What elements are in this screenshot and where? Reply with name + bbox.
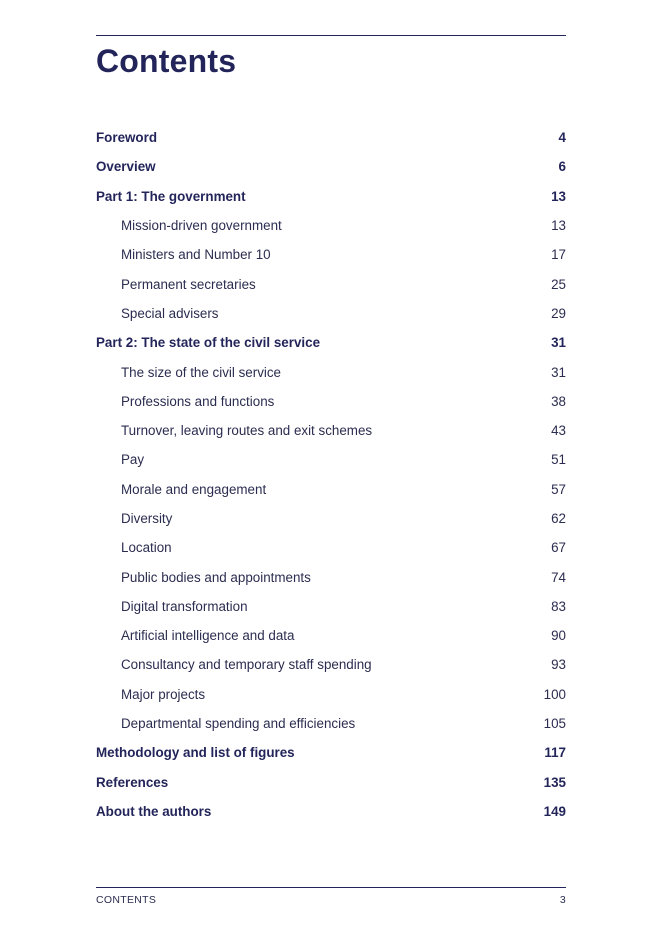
toc-entry-title: Part 1: The government — [96, 188, 246, 204]
toc-entry-page-number: 6 — [558, 159, 566, 175]
toc-entry-page-number: 57 — [551, 481, 566, 497]
toc-entry[interactable] — [96, 269, 566, 298]
toc-entry[interactable] — [96, 650, 566, 679]
toc-entry-title: Departmental spending and efficiencies — [121, 716, 356, 732]
toc-entry[interactable] — [96, 357, 566, 386]
toc-entry-page-number: 43 — [551, 423, 566, 439]
toc-entry-page-number: 17 — [551, 247, 566, 263]
toc-entry-page-number: 135 — [543, 774, 566, 790]
toc-entry[interactable] — [96, 445, 566, 474]
toc-entry[interactable] — [96, 299, 566, 328]
toc-entry-title: Public bodies and appointments — [121, 569, 311, 585]
toc-entry[interactable] — [96, 152, 566, 181]
toc-entry-title: Turnover, leaving routes and exit schemes — [121, 423, 373, 439]
toc-entry[interactable] — [96, 387, 566, 416]
footer-rule — [96, 887, 566, 888]
toc-entry[interactable] — [96, 211, 566, 240]
toc-entry-page-number: 51 — [551, 452, 566, 468]
toc-entry[interactable] — [96, 709, 566, 738]
toc-entry[interactable] — [96, 797, 566, 826]
toc-entry-title: Consultancy and temporary staff spending — [121, 657, 372, 673]
toc-entry-title: Mission-driven government — [121, 218, 282, 234]
toc-entry-title: The size of the civil service — [121, 364, 282, 380]
toc-entry-page-number: 90 — [551, 628, 566, 644]
toc-entry-page-number: 83 — [551, 598, 566, 614]
toc-entry-title: Pay — [121, 452, 145, 468]
toc-entry-page-number: 29 — [551, 305, 566, 321]
toc-entry[interactable] — [96, 592, 566, 621]
toc-entry-page-number: 38 — [551, 393, 566, 409]
toc-entry-title: Morale and engagement — [121, 481, 267, 497]
table-of-contents — [96, 123, 566, 826]
toc-entry[interactable] — [96, 680, 566, 709]
toc-entry-title: Special advisers — [121, 305, 219, 321]
toc-entry-page-number: 31 — [551, 364, 566, 380]
toc-entry-page-number: 105 — [543, 716, 566, 732]
toc-entry-title: Permanent secretaries — [121, 276, 256, 292]
toc-entry-page-number: 100 — [543, 686, 566, 702]
toc-entry-page-number: 25 — [551, 276, 566, 292]
toc-entry[interactable] — [96, 416, 566, 445]
toc-entry[interactable] — [96, 738, 566, 767]
toc-entry[interactable] — [96, 182, 566, 211]
toc-entry-page-number: 67 — [551, 540, 566, 556]
toc-entry-title: Digital transformation — [121, 598, 248, 614]
toc-entry[interactable] — [96, 562, 566, 591]
toc-entry-title: Professions and functions — [121, 393, 275, 409]
footer-section-label: CONTENTS — [96, 894, 157, 906]
toc-entry-page-number: 62 — [551, 511, 566, 526]
toc-entry-page-number: 13 — [551, 188, 566, 204]
toc-entry-title: About the authors — [96, 803, 212, 819]
toc-entry[interactable] — [96, 621, 566, 650]
toc-entry[interactable] — [96, 768, 566, 797]
toc-entry-page-number: 149 — [543, 803, 566, 819]
top-rule — [96, 35, 566, 36]
toc-entry[interactable] — [96, 328, 566, 357]
toc-entry-page-number: 4 — [558, 130, 566, 146]
toc-entry-page-number: 117 — [544, 745, 566, 761]
toc-entry-title: Foreword — [96, 130, 158, 146]
toc-entry-page-number: 31 — [551, 335, 566, 351]
toc-entry[interactable] — [96, 504, 566, 533]
toc-entry-page-number: 93 — [551, 657, 566, 673]
page — [96, 0, 566, 936]
footer — [96, 894, 566, 906]
toc-entry-title: Ministers and Number 10 — [121, 247, 271, 263]
toc-entry[interactable] — [96, 123, 566, 152]
toc-entry-page-number: 13 — [551, 218, 566, 234]
toc-entry-title: Location — [121, 540, 172, 556]
footer-page-number: 3 — [559, 894, 566, 906]
toc-entry[interactable] — [96, 475, 566, 504]
toc-entry-title: Artificial intelligence and data — [121, 628, 295, 644]
toc-entry-title: Major projects — [121, 686, 206, 702]
toc-entry-title: Overview — [96, 159, 156, 175]
toc-entry-page-number: 74 — [551, 569, 566, 585]
toc-entry-title: Part 2: The state of the civil service — [96, 335, 321, 351]
page-title: Contents — [96, 43, 237, 79]
toc-entry[interactable] — [96, 240, 566, 269]
toc-entry-title: Methodology and list of figures — [96, 745, 295, 761]
toc-entry[interactable] — [96, 533, 566, 562]
toc-entry-title: Diversity — [121, 511, 173, 526]
toc-entry-title: References — [96, 774, 169, 790]
